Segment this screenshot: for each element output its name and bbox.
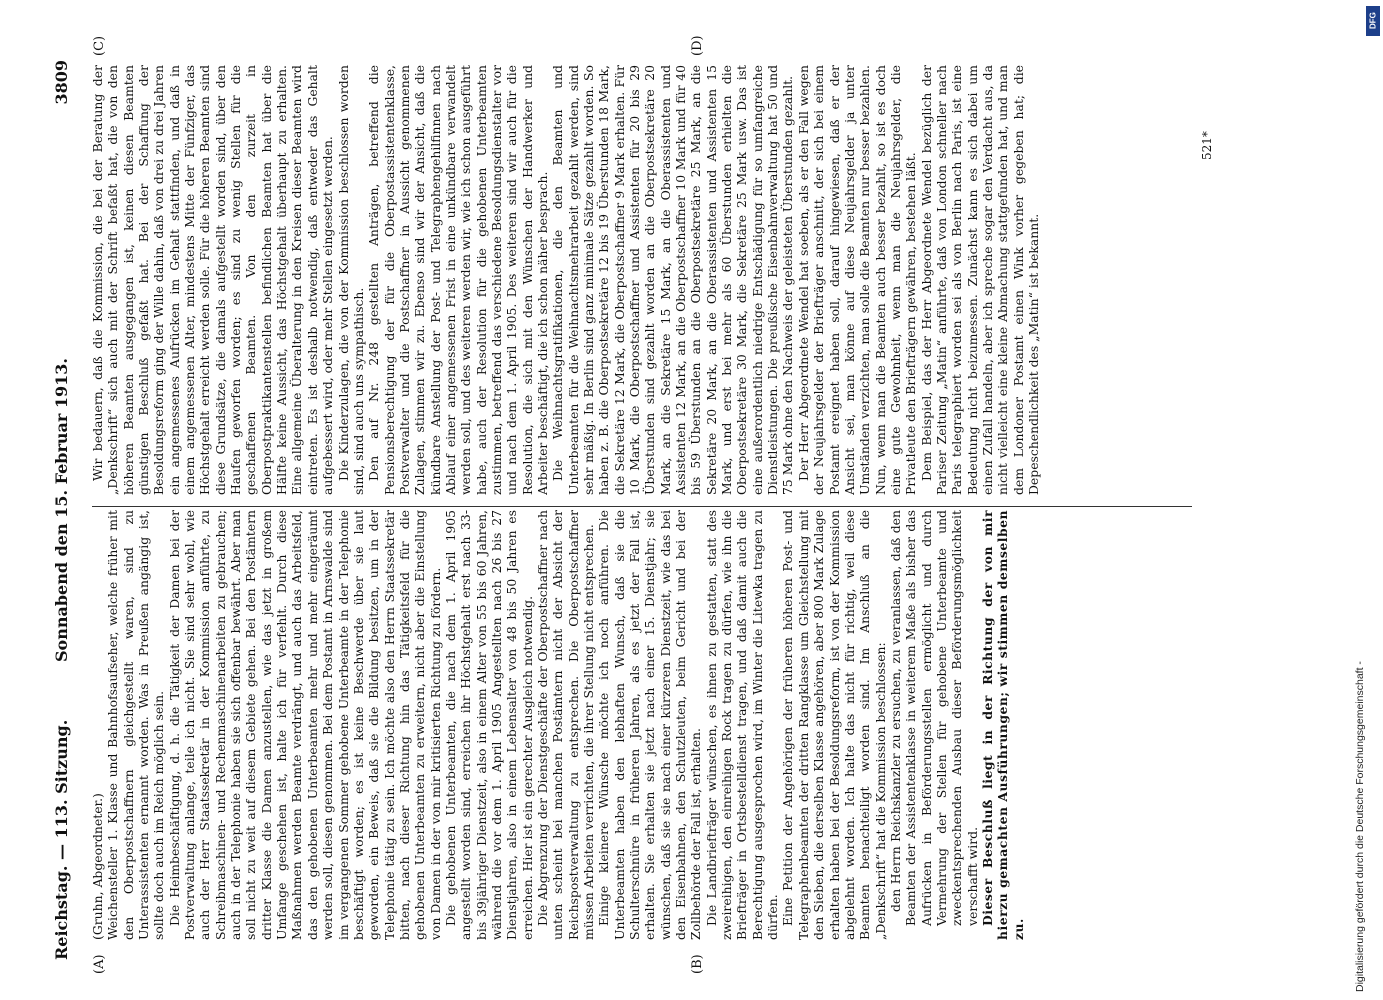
dfg-logo: DFG (1366, 6, 1380, 36)
page-header (52, 60, 82, 960)
paragraph: Dem Beispiel, das der Herr Abgeordnete Wendel bezüglich der Pariser Zeitung „Matin“ anführte, daß von London schneller nach Paris telegraphiert worden sei als von Berlin nach Paris, ist eine Bedeutung nicht beizumessen. Zunächst kann es sich dabei um einen Zufall handeln, aber ich spreche sogar den Verdacht aus, da nicht vielleicht eine kleine Abmachung stattgefunden hat, und man dem Londoner Postamt einen Wink vorher gegeben hat; die Depeschendlichkeit des „Matin“ ist bekannt. (918, 65, 1041, 495)
paragraph: Die Abgrenzung der Dienstgeschäfte der Oberpostschaffner nach unten scheint bei manchen Postämtern nicht der Absicht der Reichspostverwaltung zu entsprechen. Die Oberpostschaffner müssen Arbeiten verrichten, die ihrer Stellung nicht entsprechen. (534, 510, 596, 940)
column-divider (92, 506, 1192, 507)
header-center: Sonnabend den 15. Februar 1913. (52, 358, 71, 662)
margin-mark-c: (C) (92, 35, 107, 56)
digitization-notice: Digitalisierung gefördert durch die Deutsche Forschungsgemeinschaft - (1354, 661, 1366, 992)
paragraph: Eine Petition der Angehörigen der früheren höheren Post- und Telegraphenbeamten der dritten Rangklasse um Gleichstellung mit den Sieben, die derselben Klasse angehören, aber 800 Mark Zulage erhalten haben bei der Besoldungsreform, ist von der Kommission abgelehnt worden. Ich halte das nicht für richtig, weil diese Beamten benachteiligt worden sind. Im Anschluß an die „Denkschrift“ hat die Kommission beschlossen: (780, 510, 888, 940)
margin-mark-a: (A) (92, 954, 107, 974)
resolution-quote: den Herrn Reichskanzler zu ersuchen, zu veranlassen, daß den Beamten der Assistentenklasse in weiterem Maße als bisher das Aufrücken in Beförderungsstellen ermöglicht und durch Vermehrung der Stellen für gehobene Unterbeamte und zweckentsprechenden Ausbau dieser Beförderungsmöglichkeit verschafft wird. (887, 510, 980, 926)
page-number: 3809 (52, 60, 71, 105)
paragraph: Die Kinderzulagen, die von der Kommission beschlossen worden sind, sind auch uns sympathisch. (335, 65, 366, 495)
speaker-label: (Gruhn, Abgeordneter.) (90, 793, 105, 940)
left-column (90, 510, 1220, 940)
paragraph: Der Herr Abgeordnete Wendel hat soeben, als er den Fall wegen der Neujahrsgelder der Briefträger anschnitt, der sich bei einem Postamt ereignet haben soll, darauf hingewiesen, daß er der Ansicht sei, man könne auf diese Neujahrsgelder ja unter Umständen verzichten, man solle die Beamten nur besser bezahlen. Nun, wenn man die Beamten auch besser bezahlt, so ist es doch eine gute Gewohnheit, wenn man die Neujahrsgelder, die Privatleute den Briefträgern gewähren, bestehen läßt. (795, 65, 919, 495)
header-left: Reichstag. — 113. Sitzung. (52, 719, 71, 960)
margin-mark-d: (D) (690, 35, 705, 56)
margin-mark-b: (B) (690, 954, 705, 974)
paragraph: Die Heimbeschäftigung, d. h. die Tätigkeit der Damen bei der Postverwaltung anlange, teile ich nicht. Sie sind sehr wohl, wie auch der Herr Staatssekretär in der Kommission anführte, zu Schreibmaschinen- und Rechenmaschinenarbeiten zu gebrauchen; auch in der Telephonie haben sie sich offenbar bewährt. Aber man soll nicht zu weit auf diesem Gebiete gehen. Bei den Postämtern dritter Klasse die Damen anzustellen, wie das jetzt in großem Umfange geschehen ist, halte ich für verfehlt. Durch diese Maßnahmen werden Beamte verdrängt, und auch das Arbeitsfeld, das den gehobenen Unterbeamten mehr und mehr eingeräumt werden soll, diesen genommen. Bei dem Postamt in Arnswalde sind im vergangenen Sommer gehobene Unterbeamte in der Telephonie beschäftigt worden; es ist keine Beschwerde über sie laut geworden, ein Beweis, daß sie die Bildung besitzen, um in der Telephonie tätig zu sein. Ich möchte also den Herrn Staatssekretär bitten, nach dieser Richtung hin das Tätigkeitsfeld für die gehobenen Unterbeamten zu erweitern, nicht aber die Einstellung von Damen in der von mir kritisierten Richtung zu fördern. (166, 510, 443, 940)
paragraph: Einige kleinere Wünsche möchte ich noch anführen. Die Unterbeamten haben den lebhaften Wunsch, daß sie die Schulterschnüre in früheren Jahren, als es jetzt der Fall ist, erhalten. Sie erhalten sie jetzt nach einer 15. Dienstjahr; sie wünschen, daß sie sie nach einer kürzeren Dienstzeit, wie das bei den Eisenbahnen, den Schutzleuten, beim Gericht und bei der Zollbehörde der Fall ist, erhalten. (596, 510, 704, 940)
right-column (90, 65, 1220, 495)
signature-mark: 521* (1200, 131, 1214, 160)
paragraph: Den auf Nr. 248 gestellten Anträgen, betreffend die Pensionsberechtigung der für die Oberpostassistentenklasse, Postverwalter und die Postschaffner in Aussicht genommenen Zulagen, stimmen wir zu. Ebenso sind wir der Ansicht, daß die kündbare Anstellung der Post- und Telegraphengehilfinnen nach Ablauf einer angemessenen Frist in eine unkündbare verwandelt werden soll, und des weiteren werden wir, wie ich schon ausgeführt habe, auch der Resolution für die gehobenen Unterbeamten zustimmen, betreffend das verschiedene Besoldungsdienstalter vor und nach dem 1. April 1905. Des weiteren sind wir auch für die Resolution, die sich mit den Wünschen der Handwerker und Arbeiter beschäftigt, die ich schon näher besprach. (366, 65, 550, 495)
paragraph: Dieser Beschluß liegt in der Richtung der von mir hierzu gemachten Ausführungen; wir stimmen demselben zu. (979, 510, 1026, 940)
paragraph: Weichensteller 1. Klasse und Bahnhofsaufseher, welche früher mit den Oberpostschaffnern gleichgestellt waren, sind zu Unterassistenten ernannt worden. Was in Preußen angängig ist, sollte doch auch im Reich möglich sein. (105, 510, 167, 940)
paragraph: Die Landbriefträger wünschen, es ihnen zu gestatten, statt des zweireihigen, den einreihigen Rock tragen zu dürfen, wie ihn die Briefträger in Ortsbestelldienst tragen, und daß damit auch die Berechtigung ausgesprochen wird, im Winter die Litewka tragen zu dürfen. (703, 510, 781, 940)
paragraph: Wir bedauern, daß die Kommission, die bei der Beratung der „Denkschrift“ sich auch mit der Schrift befaßt hat, die von den höheren Beamten ausgegangen ist, keinen diesen Beamten günstigen Beschluß gefaßt hat. Bei der Schaffung der Besoldungsreform ging der Wille dahin, daß von drei zu drei Jahren ein angemessenes Aufrücken im Gehalt stattfinden, und daß in einem angemessenen Alter, mindestens Mitte der Fünfziger, das Höchstgehalt erreicht werden solle. Für die höheren Beamten sind diese Grundsätze, die damals aufgestellt worden sind, über den Haufen geworfen worden; es sind zu wenig Stellen für die geschaffenen Beamten. Von den zurzeit in Oberpostpraktikantenstellen befindlichen Beamten hat über die Hälfte keine Aussicht, das Höchstgehalt überhaupt zu erhalten. Eine allgemeine Überalterung in den Kreisen dieser Beamten wird eintreten. Es ist deshalb notwendig, daß entweder das Gehalt aufgebessert wird, oder mehr Stellen eingesetzt werden. (90, 65, 336, 495)
paragraph: Die gehobenen Unterbeamten, die nach dem 1. April 1905 angestellt worden sind, erreichen ihr Höchstgehalt erst nach 33- bis 39jähriger Dienstzeit, also in einem Alter von 55 bis 60 Jahren, während die vor dem 1. April 1905 Angestellten nach 26 bis 27 Dienstjahren, also in einem Lebensalter von 48 bis 50 Jahren es erreichen. Hier ist ein gerechter Ausgleich notwendig. (442, 510, 535, 940)
paragraph: Die Weihnachtsgratifikationen, die den Beamten und Unterbeamten für die Weihnachtsmehrarbeit gezahlt werden, sind sehr mäßig. In Berlin sind ganz minimale Sätze gezahlt worden. So haben z. B. die Oberpostsekretäre 12 bis 19 Überstunden 18 Mark, die Sekretäre 12 Mark, die Oberpostschaffner 9 Mark erhalten. Für 10 Mark, die Oberpostschaffner und Assistenten für 20 bis 29 Überstunden sind gezahlt worden an die Oberpostsekretäre 20 Mark, an die Sekretäre 15 Mark, an die Oberassistenten und Assistenten 12 Mark, an die Oberpostschaffner 10 Mark und für 40 bis 59 Überstunden an die Oberpostsekretäre 25 Mark, an die Sekretäre 20 Mark, an die Oberassistenten und Assistenten 15 Mark, und erst bei mehr als 60 Überstunden erhielten die Oberpostsekretäre 30 Mark, die Sekretäre 25 Mark usw. Das ist eine außerordentlich niedrige Entschädigung für so umfangreiche Dienstleistungen. Die preußische Eisenbahnverwaltung hat 50 und 75 Mark ohne den Nachweis der geleisteten Überstunden gezahlt. (550, 65, 796, 495)
